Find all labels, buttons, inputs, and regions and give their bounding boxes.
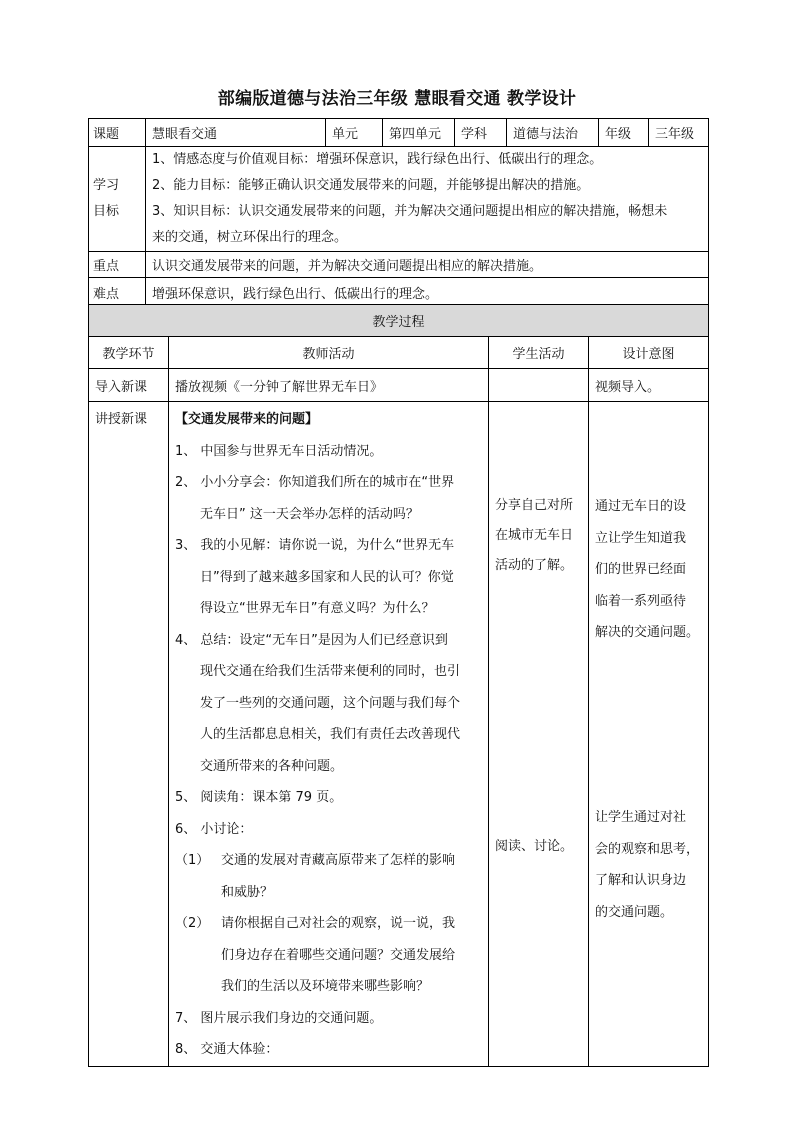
teacher-line: 6、 小讨论： <box>175 821 253 837</box>
objective-line: 2、能力目标：能够正确认识交通发展带来的问题，并能够提出解决的措施。 <box>152 178 590 193</box>
teacher-line: 人的生活都息息相关，我们有责任去改善现代 <box>200 727 461 742</box>
intent-block-1 <box>595 491 699 649</box>
teacher-line: 无车日” 这一天会举办怎样的活动吗？ <box>200 506 419 522</box>
teacher-line: 1、 中国参与世界无车日活动情况。 <box>175 443 383 459</box>
intent-line: 会的观察和思考， <box>595 841 700 857</box>
grade-value: 三年级 <box>649 119 709 147</box>
unit-label: 单元 <box>326 119 383 147</box>
grade-label: 年级 <box>599 119 649 147</box>
student-line: 活动的了解。 <box>495 558 574 573</box>
difficulty-value: 增强环保意识，践行绿色出行、低碳出行的理念。 <box>146 278 709 308</box>
student-line: 分享自己对所 <box>495 498 574 513</box>
difficulty-label: 难点 <box>89 278 146 308</box>
intent-line: 了解和认识身边 <box>595 873 687 888</box>
intent-line: 立让学生知道我 <box>595 530 687 546</box>
column-header-student: 学生活动 <box>489 337 589 369</box>
teacher-line: 4、 总结：设定“无车日”是因为人们已经意识到 <box>175 632 448 648</box>
intro-teacher: 播放视频《一分钟了解世界无车日》 <box>169 369 489 402</box>
key-point-label: 重点 <box>89 252 146 278</box>
key-point-value: 认识交通发展带来的问题，并为解决交通问题提出相应的解决措施。 <box>146 252 709 278</box>
teacher-line: 5、 阅读角：课本第 79 页。 <box>175 790 343 805</box>
intent-line: 的交通问题。 <box>595 904 674 920</box>
teacher-line: 交通所带来的各种问题。 <box>200 758 344 774</box>
objectives-label-line-1: 学习 <box>93 178 120 193</box>
subject-value: 道德与法治 <box>507 119 599 147</box>
discussion-item <box>175 845 482 877</box>
student-block-1 <box>495 491 573 581</box>
teacher-line: 得设立“世界无车日”有意义吗？为什么？ <box>200 601 435 616</box>
teacher-line: 日”得到了越来越多国家和人民的认可？你觉 <box>200 569 454 585</box>
objectives-label-line-2: 目标 <box>93 204 120 219</box>
discussion-item <box>175 940 482 972</box>
topic-value: 慧眼看交通 <box>146 119 326 147</box>
section-heading: 【交通发展带来的问题】 <box>175 412 319 427</box>
main-student <box>489 402 589 1067</box>
student-block-2 <box>495 832 573 862</box>
intent-line: 解决的交通问题。 <box>595 625 700 640</box>
discussion-text: 我们的生活以及环境带来哪些影响？ <box>221 979 430 994</box>
column-header-intent: 设计意图 <box>589 337 709 369</box>
subject-label: 学科 <box>455 119 507 147</box>
process-table <box>88 304 709 1067</box>
objective-line: 3、知识目标：认识交通发展带来的问题，并为解决交通问题提出相应的解决措施，畅想未 <box>152 204 668 219</box>
page-title: 部编版道德与法治三年级 慧眼看交通 教学设计 <box>217 89 577 109</box>
discussion-item <box>175 877 482 909</box>
intent-block-2 <box>595 802 699 928</box>
teacher-line: 发了一些列的交通问题，这个问题与我们每个 <box>200 695 461 711</box>
main-stage: 讲授新课 <box>89 402 169 1067</box>
teacher-line: 8、 交通大体验： <box>175 1042 279 1057</box>
student-line: 阅读、讨论。 <box>495 839 574 854</box>
intent-line: 通过无车日的设 <box>595 499 687 514</box>
discussion-item <box>175 908 482 940</box>
discussion-item <box>175 971 482 1003</box>
objective-line: 1、情感态度与价值观目标：增强环保意识，践行绿色出行、低碳出行的理念。 <box>152 152 603 167</box>
teacher-line: 3、 我的小见解：请你说一说，为什么“世界无车 <box>175 538 455 553</box>
discussion-text: 们身边存在着哪些交通问题？交通发展给 <box>221 947 456 963</box>
unit-value: 第四单元 <box>383 119 455 147</box>
intent-line: 让学生通过对社 <box>595 810 687 825</box>
process-heading: 教学过程 <box>89 305 709 337</box>
intent-line: 们的世界已经面 <box>595 562 687 577</box>
main-teacher <box>169 402 489 1067</box>
teacher-line: 现代交通在给我们生活带来便利的同时，也引 <box>200 664 461 679</box>
column-header-teacher: 教师活动 <box>169 337 489 369</box>
info-table <box>88 118 709 308</box>
column-header-stage: 教学环节 <box>89 337 169 369</box>
intro-stage: 导入新课 <box>89 369 169 402</box>
student-line: 在城市无车日 <box>495 528 574 543</box>
objectives-label <box>89 147 146 252</box>
discussion-text: 和威胁？ <box>221 884 274 900</box>
discussion-text: 请你根据自己对社会的观察，说一说，我 <box>221 916 456 931</box>
main-intent <box>589 402 709 1067</box>
objectives-content <box>146 147 709 252</box>
topic-label: 课题 <box>89 119 146 147</box>
intent-line: 临着一系列亟待 <box>595 593 687 609</box>
teacher-line: 7、 图片展示我们身边的交通问题。 <box>175 1010 383 1026</box>
intro-intent: 视频导入。 <box>589 369 709 402</box>
objective-line: 来的交通，树立环保出行的理念。 <box>152 230 348 245</box>
discussion-number: （2） <box>175 916 210 931</box>
discussion-number: （1） <box>175 853 210 868</box>
teacher-line: 2、 小小分享会：你知道我们所在的城市在“世界 <box>175 475 455 490</box>
intro-student <box>489 369 589 402</box>
discussion-text: 交通的发展对青藏高原带来了怎样的影响 <box>221 853 456 868</box>
